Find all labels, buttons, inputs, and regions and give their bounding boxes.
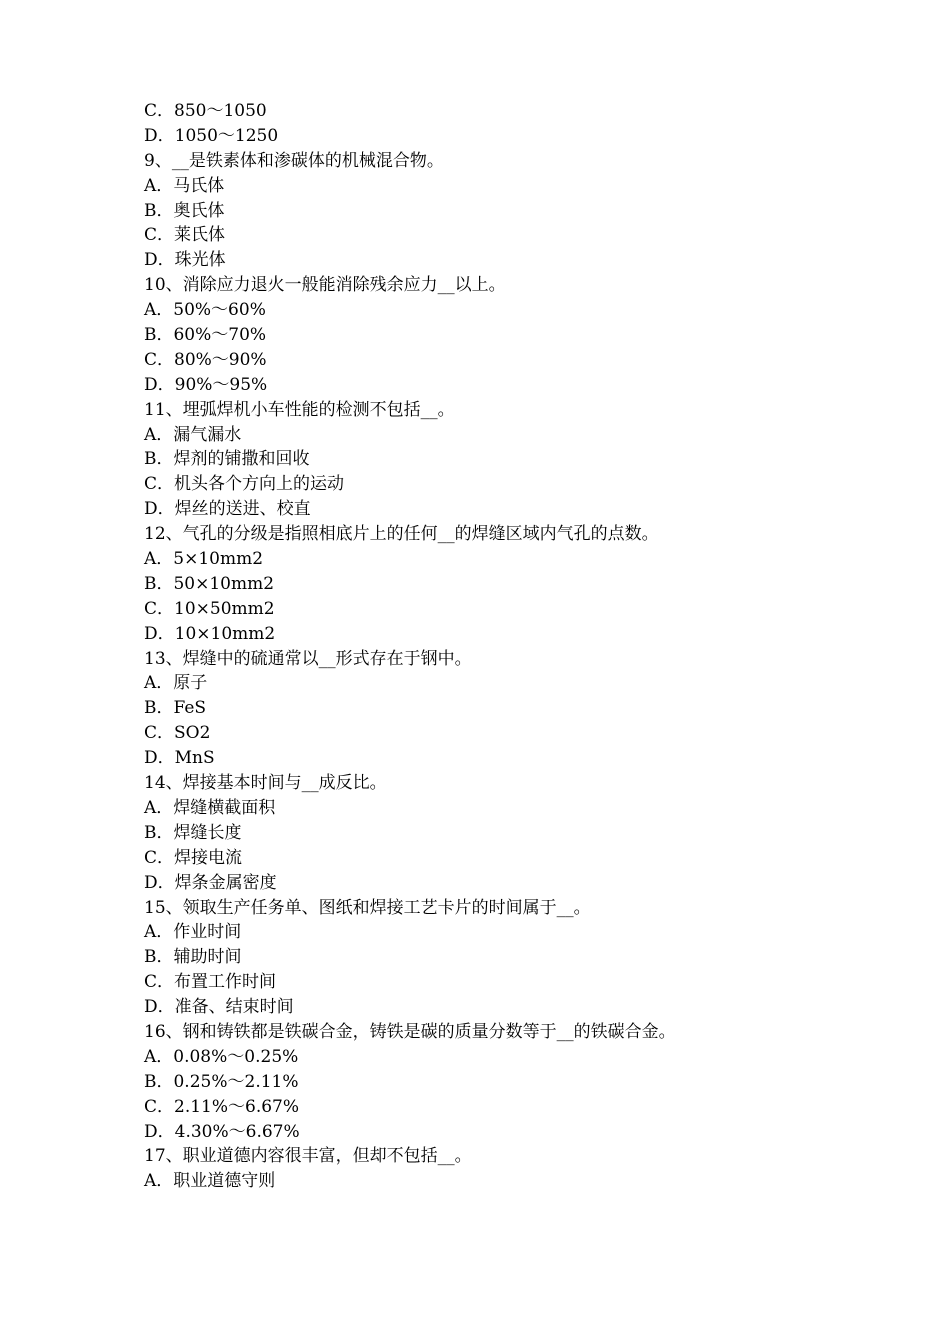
option-line: C．2.11%～6.67% bbox=[144, 1096, 300, 1117]
question-line: 9、__是铁素体和渗碳体的机械混合物。 bbox=[144, 150, 444, 171]
option-line: C．SO2 bbox=[144, 723, 211, 744]
option-line: B．辅助时间 bbox=[144, 947, 242, 968]
option-line: C．布置工作时间 bbox=[144, 972, 277, 993]
option-line: A．0.08%～0.25% bbox=[144, 1046, 299, 1067]
option-line: A．焊缝横截面积 bbox=[144, 797, 276, 818]
option-line: A．50%～60% bbox=[144, 300, 266, 321]
option-line: B．奥氏体 bbox=[144, 200, 225, 221]
option-line: D．1050～1250 bbox=[144, 125, 279, 146]
question-line: 11、埋弧焊机小车性能的检测不包括__。 bbox=[144, 399, 455, 420]
option-line: B．焊剂的铺撒和回收 bbox=[144, 449, 310, 470]
option-line: A．原子 bbox=[144, 673, 208, 694]
option-line: B．FeS bbox=[144, 698, 207, 719]
option-line: B．焊缝长度 bbox=[144, 822, 242, 843]
option-line: A．作业时间 bbox=[144, 922, 242, 943]
question-line: 10、消除应力退火一般能消除残余应力__以上。 bbox=[144, 275, 506, 296]
option-line: D．10×10mm2 bbox=[144, 623, 276, 644]
option-line: D．焊条金属密度 bbox=[144, 872, 277, 893]
question-line: 14、焊接基本时间与__成反比。 bbox=[144, 773, 387, 794]
option-line: C．机头各个方向上的运动 bbox=[144, 474, 345, 495]
option-line: D．90%～95% bbox=[144, 374, 268, 395]
option-line: A．5×10mm2 bbox=[144, 549, 264, 570]
option-line: B．60%～70% bbox=[144, 325, 267, 346]
document-body bbox=[144, 99, 864, 1194]
option-line: C．10×50mm2 bbox=[144, 598, 275, 619]
option-line: A．漏气漏水 bbox=[144, 424, 242, 445]
option-line: A．马氏体 bbox=[144, 175, 225, 196]
question-line: 12、气孔的分级是指照相底片上的任何__的焊缝区域内气孔的点数。 bbox=[144, 524, 659, 545]
question-line: 17、职业道德内容很丰富，但却不包括__。 bbox=[144, 1146, 472, 1167]
option-line: D．4.30%～6.67% bbox=[144, 1121, 300, 1142]
option-line: D．MnS bbox=[144, 748, 215, 769]
option-line: C．莱氏体 bbox=[144, 225, 226, 246]
option-line: B．0.25%～2.11% bbox=[144, 1071, 299, 1092]
option-line: D．珠光体 bbox=[144, 250, 226, 271]
option-line: C．80%～90% bbox=[144, 349, 267, 370]
option-line: D．准备、结束时间 bbox=[144, 997, 294, 1018]
option-line: C．焊接电流 bbox=[144, 847, 243, 868]
option-line: D．焊丝的送进、校直 bbox=[144, 499, 311, 520]
question-line: 15、领取生产任务单、图纸和焊接工艺卡片的时间属于__。 bbox=[144, 897, 591, 918]
option-line: C．850～1050 bbox=[144, 101, 267, 121]
option-line: B．50×10mm2 bbox=[144, 573, 275, 594]
question-line: 13、焊缝中的硫通常以__形式存在于钢中。 bbox=[144, 648, 472, 669]
question-line: 16、钢和铸铁都是铁碳合金，铸铁是碳的质量分数等于__的铁碳合金。 bbox=[144, 1021, 676, 1042]
option-line: A．职业道德守则 bbox=[144, 1171, 276, 1192]
